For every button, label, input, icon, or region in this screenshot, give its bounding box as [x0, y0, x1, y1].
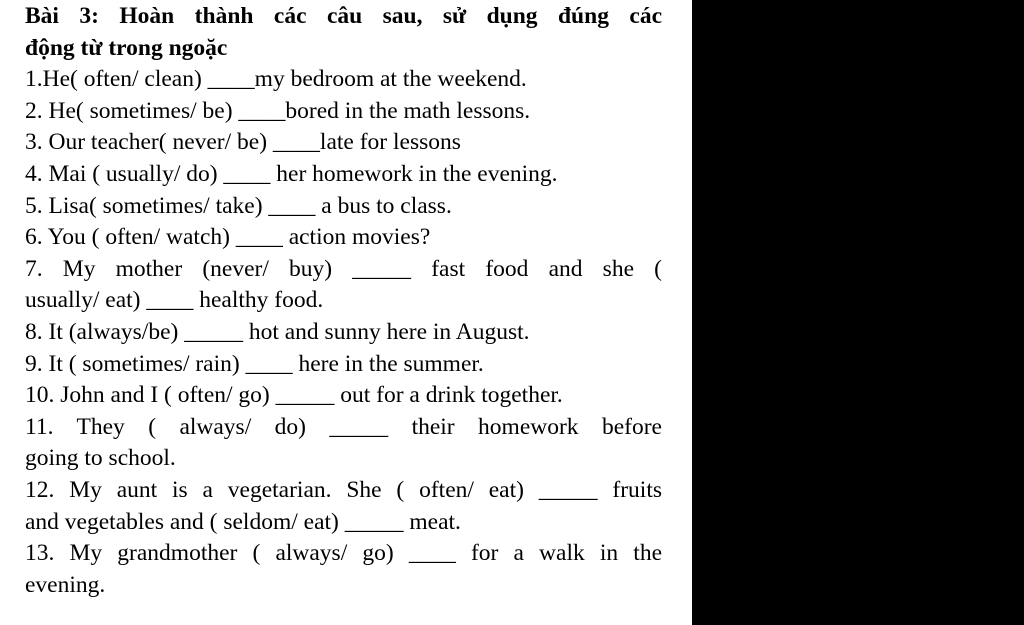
exercise-item-1	[25, 64, 662, 96]
exercise-title-line-2: động từ trong ngoặc	[25, 34, 228, 61]
exercise-item-13	[25, 538, 662, 601]
exercise-item-text: 4. Mai ( usually/ do) ____ her homework in the evening.	[25, 160, 558, 187]
exercise-item-text: 11. They ( always/ do) _____ their homework before	[25, 413, 662, 440]
exercise-item-text: 12. My aunt is a vegetarian. She ( often/ eat) _____ fruits	[25, 476, 662, 503]
exercise-item-text: 8. It (always/be) _____ hot and sunny here in August.	[25, 318, 530, 345]
exercise-title	[25, 0, 662, 64]
exercise-item-8	[25, 317, 662, 349]
exercise-item-text: 7. My mother (never/ buy) _____ fast food and she (	[25, 255, 662, 282]
exercise-item-text-continued: going to school.	[25, 445, 176, 472]
exercise-item-11	[25, 412, 662, 475]
exercise-item-text: 6. You ( often/ watch) ____ action movies?	[25, 224, 431, 251]
exercise-item-7	[25, 254, 662, 317]
exercise-item-text-continued: usually/ eat) ____ healthy food.	[25, 287, 324, 314]
exercise-item-9	[25, 349, 662, 381]
exercise-item-text: 10. John and I ( often/ go) _____ out for a drink together.	[25, 382, 563, 409]
exercise-item-text: 13. My grandmother ( always/ go) ____ for a walk in the	[25, 540, 662, 567]
exercise-item-2	[25, 96, 662, 128]
exercise-item-text-continued: evening.	[25, 571, 106, 598]
exercise-content	[25, 0, 662, 601]
exercise-item-12	[25, 475, 662, 538]
exercise-item-text: 2. He( sometimes/ be) ____bored in the math lessons.	[25, 97, 531, 124]
exercise-item-text: 9. It ( sometimes/ rain) ____ here in the summer.	[25, 350, 484, 377]
exercise-item-text-continued: and vegetables and ( seldom/ eat) _____ meat.	[25, 508, 461, 535]
exercise-item-3	[25, 127, 662, 159]
exercise-item-text: 3. Our teacher( never/ be) ____late for lessons	[25, 129, 461, 156]
exercise-item-10	[25, 380, 662, 412]
exercise-item-5	[25, 191, 662, 223]
exercise-item-6	[25, 222, 662, 254]
exercise-item-4	[25, 159, 662, 191]
exercise-title-line-1: Bài 3: Hoàn thành các câu sau, sử dụng đúng các	[25, 3, 662, 29]
exercise-item-text: 5. Lisa( sometimes/ take) ____ a bus to class.	[25, 192, 452, 219]
exercise-item-text: 1.He( often/ clean) ____my bedroom at the weekend.	[25, 66, 527, 93]
